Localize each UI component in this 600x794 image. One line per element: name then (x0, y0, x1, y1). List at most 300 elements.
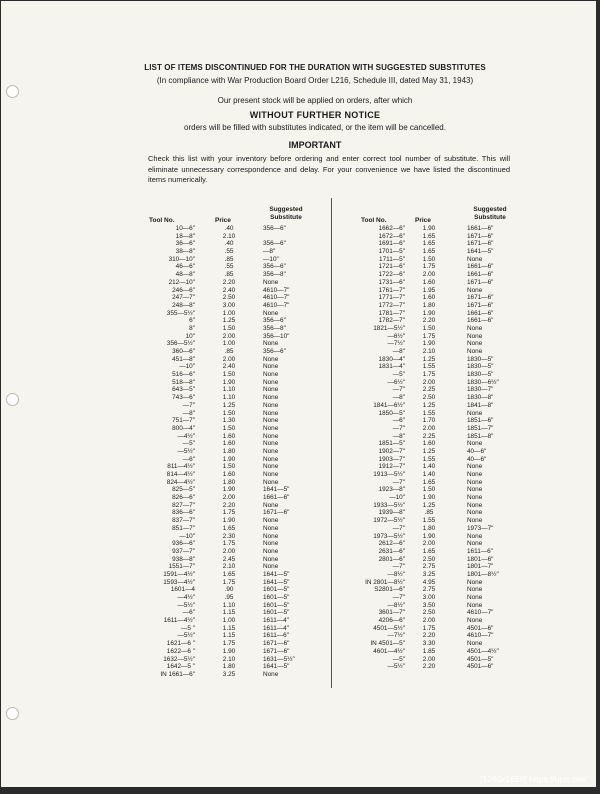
substitute: 1671—6" (263, 640, 290, 648)
price: 1.80 (422, 524, 436, 532)
substitute: 1851—6" (467, 417, 494, 425)
tool-number: 360—6" (172, 348, 195, 355)
price: .85 (224, 255, 234, 263)
substitute: 1661—6" (467, 225, 494, 232)
substitute: 1661—6" (467, 263, 494, 271)
tool-number: —5½" (387, 663, 405, 671)
substitute: None (467, 586, 483, 594)
substitute: 4610—7" (263, 286, 290, 294)
price: .55 (224, 248, 234, 256)
substitute: 1830—5" (467, 371, 494, 379)
substitute: None (263, 447, 279, 455)
price: 1.50 (222, 463, 236, 471)
tool-number: —4½" (177, 594, 195, 601)
substitute: None (467, 617, 483, 625)
price: 2.20 (222, 501, 236, 509)
price: 1.65 (422, 240, 436, 248)
substitute: 4610—7" (263, 294, 290, 302)
tool-number: 1781—7" (378, 309, 405, 317)
substitute: None (263, 532, 279, 540)
substitute: None (263, 401, 279, 409)
tool-number: 826—6" (172, 494, 195, 502)
tool-number: 1772—7" (378, 301, 405, 309)
tool-number: —7" (392, 386, 405, 394)
substitute: None (467, 578, 483, 586)
substitute: 356—8" (263, 271, 286, 279)
tool-number: 1903—7" (378, 455, 405, 463)
price: 1.10 (222, 601, 236, 609)
tool-number: 38—8" (175, 248, 195, 256)
price: 2.00 (222, 332, 236, 340)
tool-number: IN 1661—6" (160, 670, 195, 678)
tool-number: 10" (185, 332, 195, 340)
price: 1.90 (422, 309, 436, 317)
substitute: None (467, 494, 483, 502)
price: 1.90 (222, 486, 236, 494)
price: 1.60 (422, 294, 436, 302)
substitute: 1830—5" (467, 363, 494, 371)
column-divider (331, 198, 332, 688)
tool-number: 1913—5½" (373, 471, 405, 478)
substitute: None (467, 255, 483, 263)
tool-number: 1912—7" (378, 463, 405, 471)
tool-number: IN 2801—8½" (365, 578, 405, 586)
substitute: None (263, 432, 279, 440)
price: 2.45 (222, 555, 236, 563)
price: 1.25 (422, 501, 436, 509)
tool-number: 1621—6 " (166, 640, 195, 648)
tool-number: —7" (392, 424, 405, 432)
tool-number: —8" (392, 348, 405, 355)
tool-number: 1841—6½" (373, 401, 405, 409)
substitute: 4610—7" (263, 301, 290, 309)
substitute: 1671—6" (467, 294, 494, 302)
substitute: None (263, 478, 279, 486)
price: 1.65 (222, 570, 236, 578)
substitute: None (263, 386, 279, 394)
price: 1.25 (222, 401, 236, 409)
substitute: None (467, 540, 483, 548)
price: 1.60 (422, 278, 436, 286)
substitute: 356—6" (263, 348, 286, 355)
price: 2.30 (222, 532, 236, 540)
substitute: None (263, 670, 279, 678)
price: 2.50 (422, 609, 436, 617)
substitute: 1830—8" (467, 394, 494, 402)
price: 2.20 (222, 278, 236, 286)
price: 1.95 (422, 286, 436, 294)
substitute: None (263, 517, 279, 525)
tool-number: 516—6" (172, 371, 195, 379)
substitute: None (263, 540, 279, 548)
tool-number: 1830—4" (378, 355, 405, 363)
substitute: None (263, 340, 279, 348)
price: 1.85 (422, 647, 436, 655)
substitute: None (467, 324, 483, 332)
substitute: None (467, 594, 483, 601)
substitute: 40—6" (467, 455, 487, 463)
substitute: 356—6" (263, 225, 286, 232)
substitute: None (263, 555, 279, 563)
substitute: None (263, 463, 279, 471)
substitute: 1601—5" (263, 609, 290, 617)
tool-number: —7" (392, 524, 405, 532)
tool-number: —6" (182, 455, 195, 463)
tool-number: 1973—5½" (373, 532, 405, 540)
substitute: 1611—4" (263, 617, 289, 625)
substitute: 1601—5" (263, 601, 290, 609)
punch-hole (6, 707, 19, 720)
substitute: 1601—5" (263, 586, 290, 594)
substitute: 1973—7" (467, 524, 494, 532)
tool-number: —5" (182, 440, 195, 448)
price: 1.65 (222, 524, 236, 532)
tool-number: 743—6" (172, 394, 195, 402)
tool-number: 1850—5" (378, 409, 405, 417)
price: 2.50 (222, 294, 236, 302)
price: 1.80 (222, 663, 236, 671)
substitute: 1801—8½" (467, 570, 499, 578)
price: .90 (224, 586, 234, 594)
substitute: None (263, 455, 279, 463)
substitute: 1671—6" (467, 232, 494, 240)
price: 2.00 (222, 494, 236, 502)
tool-number: 1593—4½" (163, 578, 195, 586)
tool-number: 938—8" (172, 555, 195, 563)
price: 1.50 (222, 371, 236, 379)
tool-number: 248—8" (172, 301, 195, 309)
price: 1.75 (222, 578, 236, 586)
price: 1.55 (422, 363, 436, 371)
substitute: 1641—5" (263, 486, 290, 494)
tool-number: S2801—6" (374, 586, 405, 594)
substitute: 1671—6" (467, 301, 494, 309)
tool-number: 3601—7" (378, 609, 405, 617)
price: 3.25 (222, 670, 236, 678)
substitute: 1851—7" (467, 424, 494, 432)
tool-number: 1642—5 " (166, 663, 195, 671)
substitute-header: Suggested Substitute (269, 206, 303, 221)
punch-hole (6, 85, 19, 98)
price: 2.75 (422, 563, 436, 571)
price: 1.60 (222, 432, 236, 440)
tool-number: 1601—4 (170, 586, 195, 594)
substitute: 1671—6" (263, 647, 290, 655)
tool-number: 1551—7" (168, 563, 195, 571)
substitute: None (263, 355, 279, 363)
price: 1.55 (422, 517, 436, 525)
tool-number: 518—8" (172, 378, 195, 386)
substitute-header: Suggested Substitute (473, 206, 507, 221)
substitute: 4501—4½" (467, 647, 499, 655)
price: 1.90 (222, 647, 236, 655)
compliance-note: (In compliance with War Production Board Order L216, Schedule III, dated May 31, 1943) (156, 76, 474, 85)
substitute: 1611—4" (263, 624, 289, 632)
price: 2.00 (422, 540, 436, 548)
substitute: None (467, 348, 483, 355)
document-title: LIST OF ITEMS DISCONTINUED FOR THE DURATION WITH SUGGESTED SUBSTITUTES (144, 63, 486, 72)
substitute: 1631—5½" (263, 655, 295, 663)
tool-number: 1851—5" (378, 440, 405, 448)
tool-number: 355—5½" (166, 309, 195, 317)
price: 2.00 (422, 424, 436, 432)
tool-number: 247—7" (172, 294, 195, 302)
price: 1.00 (222, 617, 236, 625)
price: 1.75 (422, 263, 436, 271)
tool-number: —4½" (177, 432, 195, 440)
substitute: None (467, 486, 483, 494)
tool-number: —6½" (387, 378, 405, 386)
tool-number: 825—5" (172, 486, 195, 494)
price: 1.10 (222, 386, 236, 394)
tool-header: Tool No. (361, 217, 387, 224)
price: .85 (224, 271, 234, 279)
tool-number: 2801—6" (378, 555, 405, 563)
price: 1.90 (422, 225, 436, 232)
tool-number: 1711—5" (379, 255, 405, 263)
tool-number: 4206—6" (378, 617, 405, 625)
tool-number: 1939—8" (378, 509, 405, 517)
price: 2.10 (222, 563, 236, 571)
substitute: 1661—6" (467, 271, 494, 279)
tool-number: 1722—6" (378, 271, 405, 279)
tool-number: —8½" (387, 570, 405, 578)
tool-number: —5" (392, 371, 405, 379)
tool-number: 1831—4" (378, 363, 405, 371)
substitute: None (263, 363, 279, 371)
price: 2.75 (422, 586, 436, 594)
tool-number: 356—5½" (166, 340, 195, 348)
substitute: 356—8" (263, 324, 286, 332)
price: 1.50 (422, 486, 436, 494)
notice-heading: WITHOUT FURTHER NOTICE (249, 110, 381, 120)
price: 1.75 (422, 332, 436, 340)
tool-number: 246—6" (172, 286, 195, 294)
price: 1.50 (222, 324, 236, 332)
tool-number: —7" (392, 594, 405, 601)
price: 3.30 (422, 640, 436, 648)
substitute: None (263, 524, 279, 532)
punch-hole (6, 393, 19, 406)
substitute: None (263, 501, 279, 509)
substitute: 1641—5" (467, 248, 494, 256)
substitute: None (263, 278, 279, 286)
substitute: None (467, 601, 483, 609)
tool-number: —8" (392, 432, 405, 440)
price: 1.65 (422, 232, 436, 240)
stock-line: Our present stock will be applied on orders, after which (217, 96, 413, 105)
substitute: 4610—7" (467, 632, 494, 640)
price-header: Price (415, 217, 431, 224)
substitute: None (467, 640, 483, 648)
price: 1.60 (222, 471, 236, 478)
tool-number: 1632—5½" (163, 655, 195, 663)
instructions-paragraph: Check this list with your inventory before ordering and enter correct tool number of substitute. This will eliminate unnecessary correspondence and delay. For your convenience we have listed the discontinued items numerically. (148, 154, 510, 184)
tool-number: —7" (392, 563, 405, 571)
tool-number: 2612—6" (378, 540, 405, 548)
tool-number: 212—10" (168, 278, 195, 286)
substitute: 4610—7" (467, 609, 494, 617)
price: 1.90 (222, 378, 236, 386)
substitute: 356—10" (263, 332, 290, 340)
substitute: None (467, 286, 483, 294)
tool-number: 1771—7" (378, 294, 405, 302)
price: 1.50 (222, 424, 236, 432)
substitute: 1851—8" (467, 432, 494, 440)
substitute: None (263, 417, 279, 425)
price: .85 (224, 348, 234, 355)
substitute: 1830—6½" (467, 378, 499, 386)
tool-number: —5½" (177, 601, 195, 609)
price: 1.75 (422, 624, 436, 632)
substitute: 1641—5" (263, 570, 290, 578)
substitute: None (263, 563, 279, 571)
price: 2.50 (422, 555, 436, 563)
substitute: None (263, 547, 279, 555)
tool-number: 751—7" (172, 417, 195, 425)
substitute: 1661—6" (263, 494, 290, 502)
price: 2.10 (222, 232, 236, 240)
tool-number: 310—10" (168, 255, 195, 263)
substitute: 1801—6" (467, 555, 494, 563)
tool-number: 1622—6 " (166, 647, 195, 655)
substitute: None (467, 440, 483, 448)
price: 1.90 (422, 494, 436, 502)
tool-number: 1902—7" (378, 447, 405, 455)
price: 1.65 (422, 248, 436, 256)
tool-number: 2631—6" (378, 547, 405, 555)
substitute: 40—6" (467, 447, 487, 455)
price: 1.10 (222, 394, 236, 402)
price: .95 (224, 594, 234, 601)
price: 1.75 (222, 540, 236, 548)
price: 1.50 (222, 409, 236, 417)
price: 2.00 (422, 617, 436, 625)
tool-number: 1933—5½" (373, 501, 405, 509)
tool-number: 46—6" (175, 263, 195, 271)
price: 1.40 (422, 471, 436, 478)
tool-number: —7" (182, 401, 195, 409)
tool-number: 4601—4½" (373, 647, 405, 655)
price: 1.00 (222, 340, 236, 348)
price: 3.25 (422, 570, 436, 578)
substitute: None (263, 424, 279, 432)
price: 2.10 (222, 655, 236, 663)
price: 1.40 (422, 463, 436, 471)
tool-number: —6" (392, 417, 405, 425)
important-heading: IMPORTANT (288, 140, 342, 150)
tool-number: 836—6" (172, 509, 195, 517)
substitute: —10" (263, 255, 279, 263)
tool-number: —6" (182, 609, 195, 617)
price: 3.50 (422, 601, 436, 609)
price: 1.70 (422, 417, 436, 425)
tool-number: 827—7" (172, 501, 195, 509)
price: 1.75 (222, 640, 236, 648)
substitute: None (467, 501, 483, 509)
price: 1.30 (222, 417, 236, 425)
substitute: None (263, 394, 279, 402)
price: 1.15 (222, 624, 236, 632)
substitute: 1671—6" (263, 509, 290, 517)
substitute: 1661—6" (467, 317, 494, 325)
substitute: None (263, 409, 279, 417)
substitute: None (467, 463, 483, 471)
price: 1.60 (222, 440, 236, 448)
tool-number: —5½" (177, 632, 195, 640)
tool-number: 1691—6" (378, 240, 405, 248)
substitute: None (467, 509, 483, 517)
substitute: None (263, 378, 279, 386)
substitute: None (467, 409, 483, 417)
price: 2.50 (422, 394, 436, 402)
tool-number: 1821—5½" (373, 324, 405, 332)
price: 1.00 (222, 309, 236, 317)
price: 2.00 (422, 378, 436, 386)
tool-header: Tool No. (149, 217, 175, 224)
tool-number: 851—7" (172, 524, 195, 532)
substitute: 356—6" (263, 263, 286, 271)
tool-number: 1923—8" (378, 486, 405, 494)
substitute: None (467, 478, 483, 486)
tool-number: 1731—6" (378, 278, 405, 286)
tool-number: 837—7" (172, 517, 195, 525)
price: 1.65 (422, 547, 436, 555)
tool-number: 4501—5½" (373, 624, 405, 632)
tool-number: —10" (179, 363, 195, 371)
price: 1.80 (422, 301, 436, 309)
price: .40 (224, 225, 234, 232)
price: 1.80 (222, 447, 236, 455)
tool-number: 1672—6" (378, 232, 405, 240)
price: 2.10 (422, 348, 436, 355)
tool-number: 1662—6" (378, 225, 405, 232)
tool-number: 1721—6" (378, 263, 405, 271)
price: 2.20 (422, 632, 436, 640)
price-header: Price (215, 217, 231, 224)
tool-number: —10" (179, 532, 195, 540)
substitute: None (263, 471, 279, 478)
substitute: None (467, 532, 483, 540)
tool-number: —8" (392, 394, 405, 402)
substitute: 1601—5" (263, 594, 290, 601)
substitute: 1841—8" (467, 401, 494, 409)
substitute: 1641—5" (263, 663, 290, 671)
tool-number: 48—8" (175, 271, 195, 279)
price: 2.25 (422, 386, 436, 394)
substitute: 1830—5" (467, 355, 494, 363)
price: 1.25 (222, 317, 236, 325)
tool-number: —8½" (387, 601, 405, 609)
tool-number: —7½" (387, 340, 405, 348)
price: 1.90 (222, 517, 236, 525)
substitute: —8" (263, 248, 276, 256)
substitute: 4501—6" (467, 663, 494, 671)
price: 1.15 (222, 632, 236, 640)
substitute: 1830—7" (467, 386, 494, 394)
tool-number: —7½" (387, 632, 405, 640)
tool-number: 800—4" (172, 424, 195, 432)
substitute: 1611—6" (467, 547, 493, 555)
price: 1.50 (422, 324, 436, 332)
tool-number: —10" (389, 494, 405, 502)
price: 1.75 (222, 509, 236, 517)
price: 1.75 (422, 371, 436, 379)
image-size-stamp: [1280x1659] https://upic.me/ (480, 774, 587, 784)
price: 2.40 (222, 286, 236, 294)
price: 1.25 (422, 401, 436, 409)
substitute: None (467, 471, 483, 478)
